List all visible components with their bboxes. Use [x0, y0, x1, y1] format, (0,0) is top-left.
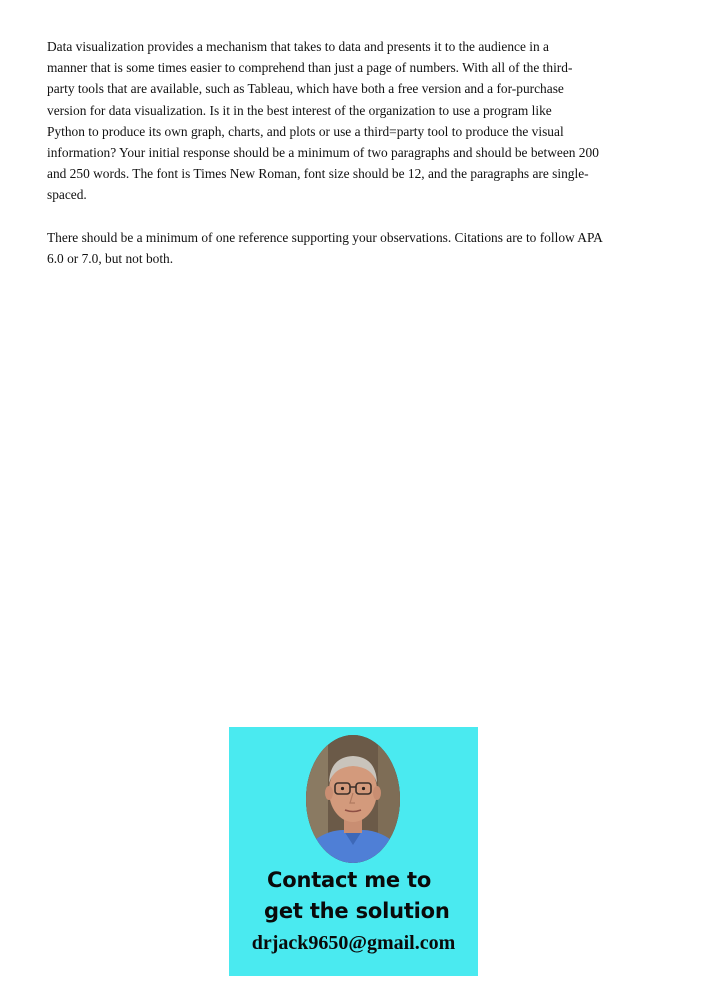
text-line: Python to produce its own graph, charts, and plots or use a third=party tool to produce the visual [47, 123, 564, 139]
text-line: manner that is some times easier to comprehend than just a page of numbers. With all of the third- [47, 60, 573, 76]
text-line: spaced. [47, 187, 87, 203]
contact-promo-banner[interactable] [229, 727, 478, 976]
promo-headline-line-1: Contact me to [267, 868, 432, 892]
text-line: and 250 words. The font is Times New Roman, font size should be 12, and the paragraphs are single- [47, 166, 589, 182]
text-line: Data visualization provides a mechanism that takes to data and presents it to the audience in a [47, 39, 549, 54]
person-portrait-icon [306, 735, 400, 863]
document-body [47, 36, 647, 269]
promo-headline-line-2: get the solution [264, 899, 450, 923]
text-line: version for data visualization. Is it in the best interest of the organization to use a program like [47, 102, 552, 118]
text-line: party tools that are available, such as Tableau, which have both a free version and a for-purchase [47, 81, 564, 97]
contact-email[interactable]: drjack9650@gmail.com [251, 932, 456, 954]
paragraph-2 [47, 227, 647, 269]
text-line: There should be a minimum of one reference supporting your observations. Citations are to follow APA [47, 229, 603, 245]
paragraph-1 [47, 36, 647, 206]
text-line: information? Your initial response should be a minimum of two paragraphs and should be between 200 [47, 145, 599, 161]
text-line: 6.0 or 7.0, but not both. [47, 250, 174, 266]
